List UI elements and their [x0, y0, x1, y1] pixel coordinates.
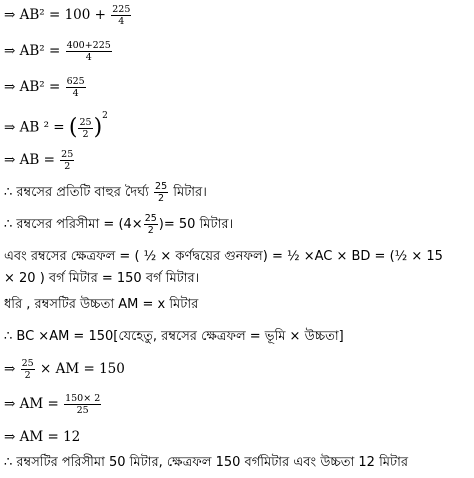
step-text: ⇒ AM = — [4, 396, 64, 412]
statement-suffix: )= 50 মিটার। — [158, 217, 234, 232]
step-am-result: ⇒ AM = 12 — [4, 429, 81, 445]
step-text: ⇒ — [4, 361, 20, 377]
step-am-fraction — [4, 393, 470, 416]
close-paren: ) — [93, 115, 103, 140]
step-text: ⇒ AB² = — [4, 79, 65, 95]
fraction — [78, 117, 92, 140]
area-statement-line-1: এবং রম্বসের ক্ষেত্রফল = ( ½ × কর্ণদ্বয়ের গুনফল) = ½ ×AC × BD = (½ × 15 — [4, 249, 443, 264]
fraction — [154, 181, 168, 204]
fraction-denominator: 2 — [147, 225, 154, 236]
fraction-denominator: 2 — [24, 370, 31, 381]
step-suffix: × AM = 150 — [35, 361, 125, 377]
fraction — [66, 76, 86, 99]
side-length-statement — [4, 181, 470, 204]
step-ab-squared-2 — [4, 40, 470, 63]
step-ab-squared-3 — [4, 76, 470, 99]
open-paren: ( — [68, 115, 78, 140]
step-text: ⇒ AB = — [4, 152, 60, 168]
statement-text: ∴ রম্বসের প্রতিটি বাহুর দৈর্ঘ্য — [4, 185, 154, 200]
fraction-numerator: 150× 2 — [65, 393, 101, 404]
fraction-denominator: 2 — [82, 128, 89, 140]
step-text: ⇒ AB ² = — [4, 119, 69, 136]
area-statement-line-2: × 20 ) বর্গ মিটার = 150 বর্গ মিটার। — [4, 271, 200, 286]
statement-suffix: মিটার। — [169, 185, 207, 200]
step-ab-squared-1 — [4, 4, 470, 27]
fraction — [60, 149, 74, 172]
fraction-numerator: 25 — [21, 358, 34, 369]
step-text: ⇒ AB² = — [4, 43, 65, 59]
fraction — [111, 4, 131, 27]
fraction-numerator: 25 — [61, 149, 74, 160]
step-am-equation — [4, 358, 470, 381]
area-formula-step: ∴ BC ×AM = 150[যেহেতু, রম্বসের ক্ষেত্রফল = ভূমি × উচ্চতা] — [4, 329, 344, 344]
exponent: 2 — [102, 111, 108, 121]
perimeter-statement — [4, 213, 470, 236]
fraction — [21, 358, 35, 381]
fraction-numerator: 225 — [112, 4, 131, 15]
fraction — [64, 393, 101, 416]
fraction-numerator: 625 — [66, 76, 85, 87]
fraction-denominator: 4 — [85, 52, 92, 63]
fraction-denominator: 4 — [118, 16, 125, 27]
fraction-numerator: 25 — [144, 213, 157, 224]
step-text: ⇒ AB² = 100 + — [4, 7, 111, 23]
step-ab — [4, 149, 470, 172]
step-ab-squared-4 — [4, 111, 470, 140]
statement-text: ∴ রম্বসের পরিসীমা = (4× — [4, 217, 143, 232]
fraction-numerator: 400+225 — [66, 40, 111, 51]
conclusion-statement: ∴ রম্বসটির পরিসীমা 50 মিটার, ক্ষেত্রফল 150 বর্গমিটার এবং উচ্চতা 12 মিটার — [4, 455, 409, 470]
fraction-denominator: 2 — [64, 161, 71, 172]
fraction-denominator: 4 — [72, 88, 79, 99]
fraction — [144, 213, 158, 236]
height-assumption: ধরি , রম্বসটির উচ্চতা AM = x মিটার — [4, 297, 199, 312]
fraction-numerator: 25 — [155, 181, 168, 192]
fraction-numerator: 25 — [79, 116, 92, 128]
fraction — [66, 40, 112, 63]
fraction-denominator: 2 — [158, 193, 165, 204]
fraction-denominator: 25 — [76, 405, 89, 416]
